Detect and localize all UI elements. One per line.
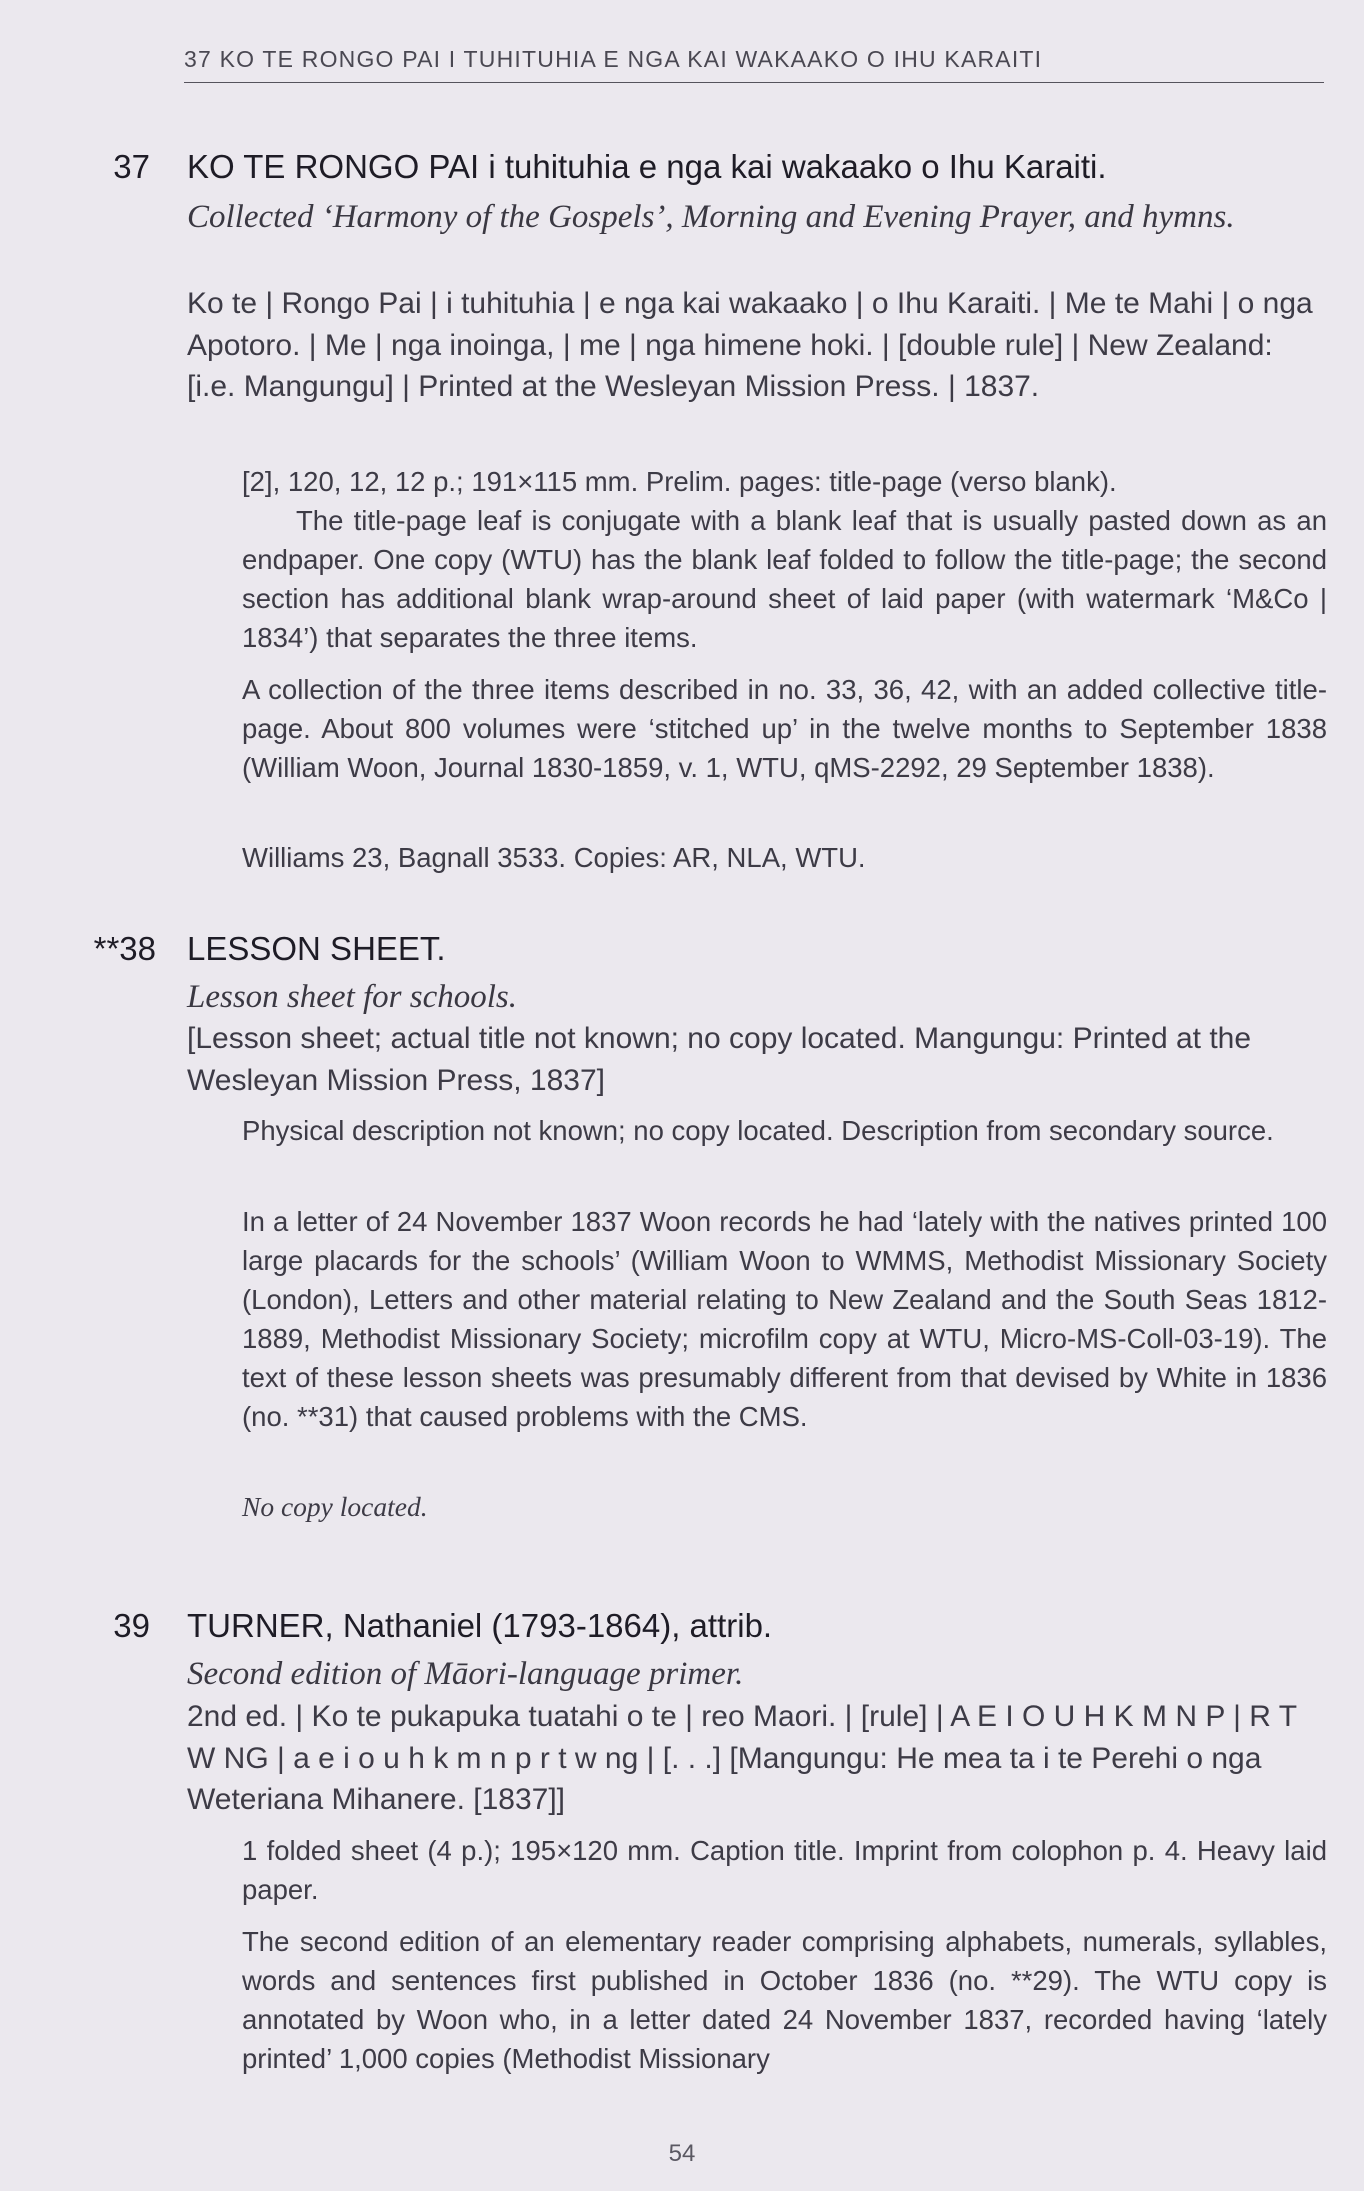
collation: Physical description not known; no copy located. Description from secondary source.: [242, 1115, 1274, 1146]
physical-note: The title-page leaf is conjugate with a blank leaf that is usually pasted down as an endpaper. One copy (WTU) has the blank leaf folded to follow the title-page; the second section has additional blank wrap-around sheet of laid paper (with watermark ‘M&Co | 1834’) that separates the three items.: [242, 505, 1327, 653]
references: Williams 23, Bagnall 3533. Copies: AR, NLA, WTU.: [242, 842, 866, 873]
entry-number: **38: [93, 930, 156, 967]
entry-number: 39: [113, 1607, 150, 1644]
entry-number: 37: [113, 148, 150, 185]
collation: [2], 120, 12, 12 p.; 191×115 mm. Prelim. pages: title-page (verso blank).: [242, 466, 1117, 497]
header-rule: [184, 82, 1324, 83]
entry-subtitle: Second edition of Māori-language primer.: [187, 1656, 744, 1692]
title-transcription: 2nd ed. | Ko te pukapuka tuatahi o te | reo Maori. | [rule] | A E I O U H K M N P | R T W NG | a e i o u h k m n p r t w ng | [. . .] [Mangungu: He mea ta i te Perehi o nga Weteriana Mihanere. [1837]]: [187, 1700, 1297, 1816]
content-note: In a letter of 24 November 1837 Woon records he had ‘lately with the natives printed 100 large placards for the schools’ (William Woon to WMMS, Methodist Missionary Society (London), Letters and other material relating to New Zealand and the South Seas 1812-1889, Methodist Missionary Society; microfilm copy at WTU, Micro-MS-Coll-03-19). The text of these lesson sheets was presumably different from that devised by White in 1836 (no. **31) that caused problems with the CMS.: [242, 1206, 1327, 1432]
copies-note: No copy located.: [242, 1491, 428, 1522]
running-head: 37 KO TE RONGO PAI I TUHITUHIA E NGA KAI WAKAAKO O IHU KARAITI: [184, 46, 1043, 72]
entry-title: LESSON SHEET.: [187, 930, 446, 967]
entry-title: TURNER, Nathaniel (1793-1864), attrib.: [187, 1607, 773, 1644]
content-note: A collection of the three items described in no. 33, 36, 42, with an added collective title-page. About 800 volumes were ‘stitched up’ in the twelve months to September 1838 (William Woon, Journal 1830-1859, v. 1, WTU, qMS-2292, 29 September 1838).: [242, 674, 1327, 783]
content-note: The second edition of an elementary reader comprising alphabets, numerals, syllables, words and sentences first published in October 1836 (no. **29). The WTU copy is annotated by Woon who, in a letter dated 24 November 1837, recorded having ‘lately printed’ 1,000 copies (Methodist Missionary: [242, 1926, 1327, 2074]
title-transcription: [Lesson sheet; actual title not known; no copy located. Mangungu: Printed at the Wesleyan Mission Press, 1837]: [187, 1022, 1252, 1097]
entry-title: KO TE RONGO PAI i tuhituhia e nga kai wakaako o Ihu Karaiti.: [187, 148, 1107, 185]
page-number: 54: [668, 2140, 696, 2167]
collation: 1 folded sheet (4 p.); 195×120 mm. Caption title. Imprint from colophon p. 4. Heavy laid paper.: [242, 1835, 1327, 1905]
title-transcription: Ko te | Rongo Pai | i tuhituhia | e nga kai wakaako | o Ihu Karaiti. | Me te Mahi | o nga Apotoro. | Me | nga inoinga, | me | nga himene hoki. | [double rule] | New Zealand: [i.e. Mangungu] | Printed at the Wesleyan Mission Press. | 1837.: [187, 287, 1313, 403]
entry-subtitle: Lesson sheet for schools.: [187, 979, 517, 1015]
entry-subtitle: Collected ‘Harmony of the Gospels’, Morning and Evening Prayer, and hymns.: [187, 199, 1235, 235]
